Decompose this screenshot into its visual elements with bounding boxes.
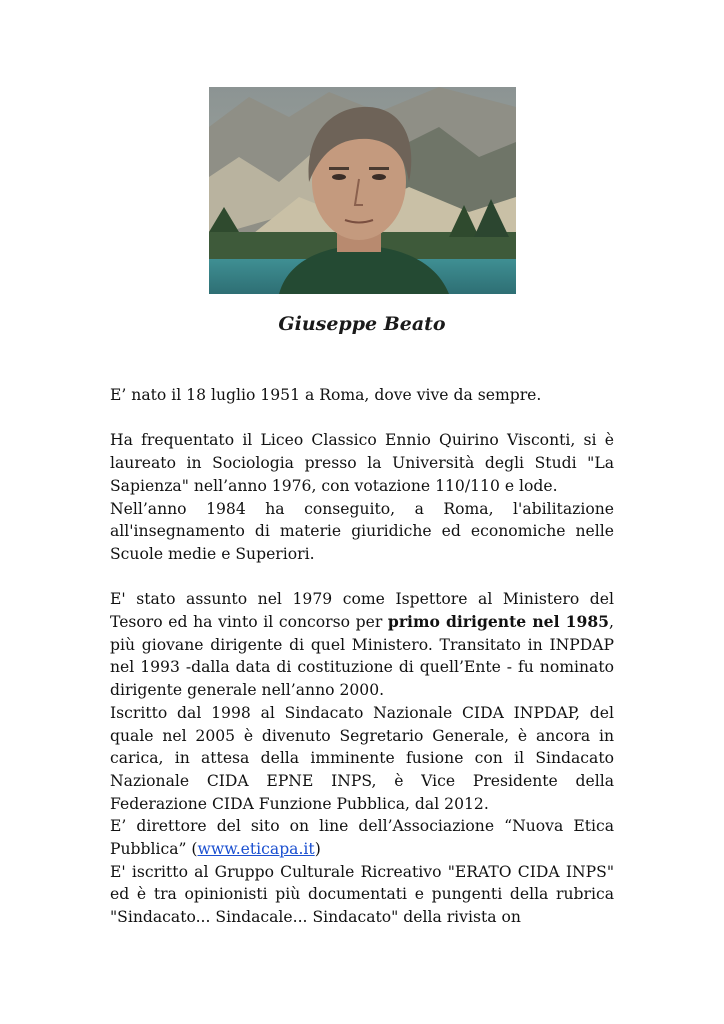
portrait-photo (209, 87, 516, 294)
career-highlight: primo dirigente nel 1985 (387, 612, 610, 631)
paragraph-cultural-group: E' iscritto al Gruppo Culturale Ricreativo "ERATO CIDA INPS" ed è tra opinionisti più documentati e pungenti della rubrica "Sindacato... Sindacale... Sindacato" della rivista on (110, 862, 614, 927)
website-text-start: E’ direttore del sito on line dell’Associazione “Nuova Etica Pubblica” ( (110, 817, 614, 859)
biography-text (110, 384, 614, 929)
eticapa-link[interactable]: www.eticapa.it (197, 840, 315, 859)
person-name-title: Giuseppe Beato (278, 313, 446, 335)
paragraph-birth: E’ nato il 18 luglio 1951 a Roma, dove vive da sempre. (110, 386, 542, 404)
paragraph-career (110, 588, 614, 702)
website-text-end: ) (314, 840, 321, 859)
portrait-image (209, 87, 516, 294)
paragraph-education: Ha frequentato il Liceo Classico Ennio Quirino Visconti, si è laureato in Sociologia presso la Università degli Studi "La Sapienza" nell’anno 1976, con votazione 110/110 e lode. (110, 431, 614, 495)
paragraph-qualification: Nell’anno 1984 ha conseguito, a Roma, l'abilitazione all'insegnamento di materie giuridiche ed economiche nelle Scuole medie e Superiori. (110, 499, 614, 563)
paragraph-website (110, 815, 614, 860)
career-text-end: , più giovane dirigente di quel Ministero. Transitato in INPDAP nel 1993 -dalla data di costituzione di quell’Ente - fu nominato dirigente generale nell’anno 2000. (110, 613, 614, 700)
paragraph-union: Iscritto dal 1998 al Sindacato Nazionale CIDA INPDAP, del quale nel 2005 è divenuto Segretario Generale, è ancora in carica, in attesa della imminente fusione con il Sindacato Nazionale CIDA EPNE INPS, è Vice Presidente della Federazione CIDA Funzione Pubblica, dal 2012. (110, 703, 614, 813)
career-text-start: E' stato assunto nel 1979 come Ispettore al Ministero del Tesoro ed ha vinto il concorso per (110, 590, 614, 631)
